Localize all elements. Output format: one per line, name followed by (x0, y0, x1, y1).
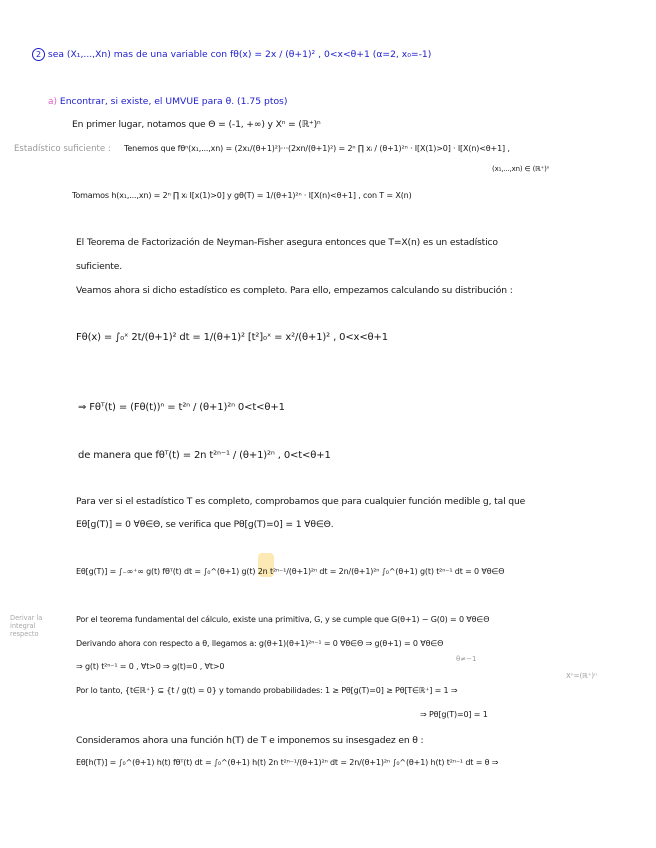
margin-note: Derivar la integral respecto (10, 614, 43, 639)
line-factorization-choice: Tomamos h(x₁,...,xn) = 2ⁿ ∏ xᵢ I[x(1)>0] y gθ(T) = 1/(θ+1)²ⁿ · I[X(n)<θ+1] , con T = X(n) (72, 191, 412, 200)
line-g-zero: ⇒ g(t) t²ⁿ⁻¹ = 0 , ∀t>0 ⇒ g(t)=0 , ∀t>0 (76, 662, 225, 671)
line-parameter-space: En primer lugar, notamos que Θ = (-1, +∞) y Xⁿ = (ℝ⁺)ⁿ (72, 119, 321, 130)
problem-number: 2 (32, 48, 45, 61)
sufficient-statistic-label: Estadístico suficiente : (14, 144, 111, 154)
line-fundamental-theorem: Por el teorema fundamental del cálculo, existe una primitiva, G, y se cumple que G(θ+1) − G(0) = 0 ∀θ∈Θ (76, 615, 490, 624)
line-expectation-h: Eθ[h(T)] = ∫₀^(θ+1) h(t) fθᵀ(t) dt = ∫₀^(θ+1) h(t) 2n t²ⁿ⁻¹/(θ+1)²ⁿ dt = 2n/(θ+1)²ⁿ ∫₀^(θ+1) h(t) t²ⁿ⁻¹ dt = θ ⇒ (76, 758, 499, 767)
note-sample-space: Xⁿ=(ℝ⁺)ⁿ (566, 672, 597, 680)
line-completeness-def-1: Para ver si el estadístico T es completo, comprobamos que para cualquier función medible g, tal que (76, 496, 526, 507)
line-neyman-fisher: El Teorema de Factorización de Neyman-Fisher asegura entonces que T=X(n) es un estadístico (76, 237, 498, 248)
line-unbiased-intro: Consideramos ahora una función h(T) de T e imponemos su insesgadez en θ : (76, 735, 424, 746)
note-theta-condition: θ≠−1 (456, 655, 477, 663)
line-probabilities: Por lo tanto, {t∈ℝ⁺} ⊆ {t / g(t) = 0} y tomando probabilidades: 1 ≥ Pθ[g(T)=0] ≥ Pθ[T∈ℝ⁺] = 1 ⇒ (76, 686, 458, 695)
line-derivative: Derivando ahora con respecto a θ, llegamos a: g(θ+1)(θ+1)²ⁿ⁻¹ = 0 ∀θ∈Θ ⇒ g(θ+1) = 0 ∀θ∈Θ (76, 639, 444, 648)
problem-statement (32, 48, 431, 61)
line-complete-conclusion: ⇒ Pθ[g(T)=0] = 1 (420, 710, 488, 719)
line-completeness-intro: Veamos ahora si dicho estadístico es completo. Para ello, empezamos calculando su distribución : (76, 285, 513, 296)
part-a-label: a) (48, 97, 58, 107)
part-a-heading (48, 97, 287, 107)
line-sample-space: (x₁,...,xn) ∈ (ℝ⁺)ⁿ (492, 165, 550, 173)
line-sufficient: suficiente. (76, 261, 123, 272)
part-a-title: Encontrar, si existe, el UMVUE para θ. (1.75 ptos) (59, 96, 288, 107)
line-pdf-max: de manera que fθᵀ(t) = 2n t²ⁿ⁻¹ / (θ+1)²ⁿ , 0<t<θ+1 (78, 450, 331, 461)
line-completeness-def-2: Eθ[g(T)] = 0 ∀θ∈Θ, se verifica que Pθ[g(T)=0] = 1 ∀θ∈Θ. (76, 519, 334, 530)
line-cdf-max: ⇒ Fθᵀ(t) = (Fθ(t))ⁿ = t²ⁿ / (θ+1)²ⁿ 0<t<θ+1 (78, 402, 285, 413)
problem-text: sea (X₁,...,Xn) mas de una variable con fθ(x) = 2x / (θ+1)² , 0<x<θ+1 (α=2, x₀=-1) (47, 49, 432, 60)
line-joint-density: Tenemos que fθⁿ(x₁,...,xn) = (2x₁/(θ+1)²)···(2xn/(θ+1)²) = 2ⁿ ∏ xᵢ / (θ+1)²ⁿ · I[X(1)>0] · I[X(n)<θ+1] , (124, 144, 510, 153)
line-cdf: Fθ(x) = ∫₀ˣ 2t/(θ+1)² dt = 1/(θ+1)² [t²]₀ˣ = x²/(θ+1)² , 0<x<θ+1 (76, 332, 388, 343)
line-expectation-g: Eθ[g(T)] = ∫₋∞⁺∞ g(t) fθᵀ(t) dt = ∫₀^(θ+1) g(t) 2n t²ⁿ⁻¹/(θ+1)²ⁿ dt = 2n/(θ+1)²ⁿ ∫₀^(θ+1) g(t) t²ⁿ⁻¹ dt = 0 ∀θ∈Θ (76, 567, 505, 576)
